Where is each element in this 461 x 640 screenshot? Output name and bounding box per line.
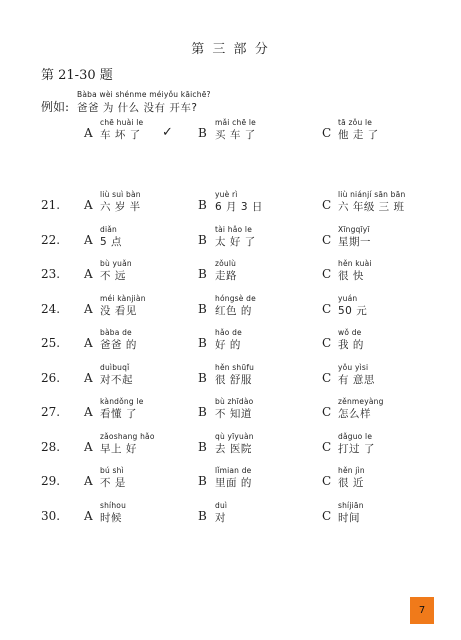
question-number: 30. bbox=[41, 508, 61, 523]
option-letter: A bbox=[84, 301, 93, 316]
option-hanzi: 六 年级 三 班 bbox=[338, 201, 405, 213]
option-hanzi: 没 看见 bbox=[100, 304, 137, 317]
option-letter: C bbox=[322, 336, 332, 350]
option-pinyin: liù niánjí sān bān bbox=[338, 190, 406, 199]
option-hanzi: 很 近 bbox=[338, 477, 364, 489]
option-letter: C bbox=[322, 267, 332, 281]
question-number: 21. bbox=[41, 198, 61, 212]
option-hanzi: 对不起 bbox=[100, 373, 133, 386]
option-pinyin: shíhou bbox=[100, 500, 127, 510]
option-pinyin: zěnmeyàng bbox=[338, 397, 384, 406]
question-number: 28. bbox=[41, 439, 61, 454]
option-pinyin: bù yuǎn bbox=[100, 259, 132, 268]
option-pinyin: kàndǒng le bbox=[100, 397, 144, 406]
option-letter: C bbox=[322, 232, 332, 247]
option-letter: B bbox=[198, 232, 207, 247]
option-pinyin: lǐmian de bbox=[215, 466, 252, 475]
option-hanzi: 时候 bbox=[100, 511, 122, 524]
option-pinyin: liù suì bàn bbox=[100, 190, 141, 199]
option-pinyin: yuè rì bbox=[215, 190, 238, 199]
option-letter: B bbox=[198, 439, 207, 454]
option-pinyin: Xīngqīyī bbox=[338, 224, 370, 234]
option-letter: A bbox=[84, 267, 93, 281]
question-number: 25. bbox=[41, 336, 61, 350]
option-hanzi: 我 的 bbox=[338, 339, 364, 351]
option-letter: B bbox=[198, 336, 207, 350]
option-pinyin: duìbuqǐ bbox=[100, 362, 130, 372]
option-pinyin: zǎoshang hǎo bbox=[100, 431, 155, 441]
option-letter: C bbox=[322, 301, 332, 316]
option-hanzi: 里面 的 bbox=[215, 477, 252, 489]
example-question-pinyin: Bàba wèi shénme méiyǒu kāichē? bbox=[77, 90, 211, 99]
option-hanzi: 去 医院 bbox=[215, 442, 252, 455]
option-pinyin: hěn kuài bbox=[338, 259, 372, 268]
option-letter: C bbox=[322, 405, 332, 419]
option-hanzi: 打过 了 bbox=[338, 442, 375, 455]
option-pinyin: diǎn bbox=[100, 224, 117, 234]
option-letter: B bbox=[198, 267, 207, 281]
example-option-hanzi: 买 车 了 bbox=[215, 129, 256, 141]
page-number-badge bbox=[410, 597, 434, 624]
option-letter: A bbox=[84, 508, 93, 523]
option-hanzi: 很 快 bbox=[338, 270, 364, 282]
option-hanzi: 6 月 3 日 bbox=[215, 201, 263, 213]
option-hanzi: 星期一 bbox=[338, 235, 371, 248]
option-letter: A bbox=[84, 232, 93, 247]
page-number: 7 bbox=[418, 605, 426, 616]
option-pinyin: wǒ de bbox=[338, 328, 362, 337]
example-option-letter: B bbox=[198, 126, 207, 140]
example-option-letter: A bbox=[84, 126, 93, 140]
option-pinyin: tài hǎo le bbox=[215, 224, 253, 234]
option-hanzi: 50 元 bbox=[338, 304, 368, 317]
question-number: 24. bbox=[41, 301, 61, 316]
option-hanzi: 六 岁 半 bbox=[100, 201, 141, 213]
option-hanzi: 看懂 了 bbox=[100, 408, 137, 420]
option-hanzi: 不 知道 bbox=[215, 408, 252, 420]
option-letter: A bbox=[84, 439, 93, 454]
option-letter: C bbox=[322, 474, 332, 488]
option-letter: B bbox=[198, 508, 207, 523]
option-pinyin: bú shì bbox=[100, 466, 124, 475]
option-pinyin: shíjiān bbox=[338, 500, 364, 510]
example-label: 例如: bbox=[41, 100, 70, 114]
checkmark-icon: ✓ bbox=[162, 125, 174, 140]
option-pinyin: hóngsè de bbox=[215, 293, 256, 303]
option-letter: A bbox=[84, 336, 93, 350]
option-letter: B bbox=[198, 405, 207, 419]
option-letter: A bbox=[84, 474, 93, 488]
option-hanzi: 走路 bbox=[215, 270, 237, 282]
example-option-hanzi: 车 坏 了 bbox=[100, 129, 141, 141]
option-letter: A bbox=[84, 370, 93, 385]
option-hanzi: 爸爸 的 bbox=[100, 339, 137, 351]
example-option-letter: C bbox=[322, 126, 332, 140]
option-pinyin: yuán bbox=[338, 293, 358, 303]
option-pinyin: dǎguo le bbox=[338, 431, 373, 441]
section-title: 第 三 部 分 bbox=[191, 42, 270, 57]
example-option-pinyin: chē huài le bbox=[100, 118, 144, 127]
option-pinyin: duì bbox=[215, 500, 228, 510]
option-letter: B bbox=[198, 198, 207, 212]
question-number: 23. bbox=[41, 267, 61, 281]
example-option-pinyin: mǎi chē le bbox=[215, 118, 256, 127]
option-hanzi: 红色 的 bbox=[215, 304, 252, 317]
option-pinyin: hěn jìn bbox=[338, 466, 365, 475]
option-letter: C bbox=[322, 370, 332, 385]
option-hanzi: 时间 bbox=[338, 511, 360, 524]
option-hanzi: 不 是 bbox=[100, 477, 126, 489]
option-hanzi: 不 远 bbox=[100, 270, 126, 282]
option-pinyin: yǒu yìsi bbox=[338, 362, 369, 372]
option-hanzi: 好 的 bbox=[215, 339, 241, 351]
question-number: 26. bbox=[41, 370, 61, 385]
option-letter: C bbox=[322, 439, 332, 454]
option-hanzi: 对 bbox=[215, 511, 226, 524]
option-hanzi: 早上 好 bbox=[100, 442, 137, 455]
option-letter: C bbox=[322, 198, 332, 212]
example-question-hanzi: 爸爸 为 什么 没有 开车? bbox=[77, 102, 198, 114]
option-letter: C bbox=[322, 508, 332, 523]
option-hanzi: 怎么样 bbox=[338, 408, 371, 420]
option-pinyin: bàba de bbox=[100, 328, 132, 337]
option-hanzi: 太 好 了 bbox=[215, 235, 256, 248]
option-hanzi: 有 意思 bbox=[338, 373, 375, 386]
option-pinyin: zǒulù bbox=[215, 259, 237, 268]
option-pinyin: qù yīyuàn bbox=[215, 431, 254, 441]
example-option-hanzi: 他 走 了 bbox=[338, 129, 379, 141]
option-letter: A bbox=[84, 405, 93, 419]
option-letter: A bbox=[84, 198, 93, 212]
question-range: 第 21-30 题 bbox=[41, 68, 113, 83]
option-pinyin: hǎo de bbox=[215, 328, 242, 337]
question-number: 29. bbox=[41, 474, 61, 488]
example-option-pinyin: tā zǒu le bbox=[338, 118, 373, 127]
option-pinyin: méi kànjiàn bbox=[100, 293, 146, 303]
option-letter: B bbox=[198, 370, 207, 385]
option-hanzi: 5 点 bbox=[100, 235, 123, 248]
question-number: 22. bbox=[41, 232, 61, 247]
option-pinyin: hěn shūfu bbox=[215, 362, 255, 372]
option-pinyin: bù zhīdào bbox=[215, 397, 254, 406]
option-letter: B bbox=[198, 301, 207, 316]
option-hanzi: 很 舒服 bbox=[215, 373, 252, 386]
question-number: 27. bbox=[41, 405, 61, 419]
option-letter: B bbox=[198, 474, 207, 488]
